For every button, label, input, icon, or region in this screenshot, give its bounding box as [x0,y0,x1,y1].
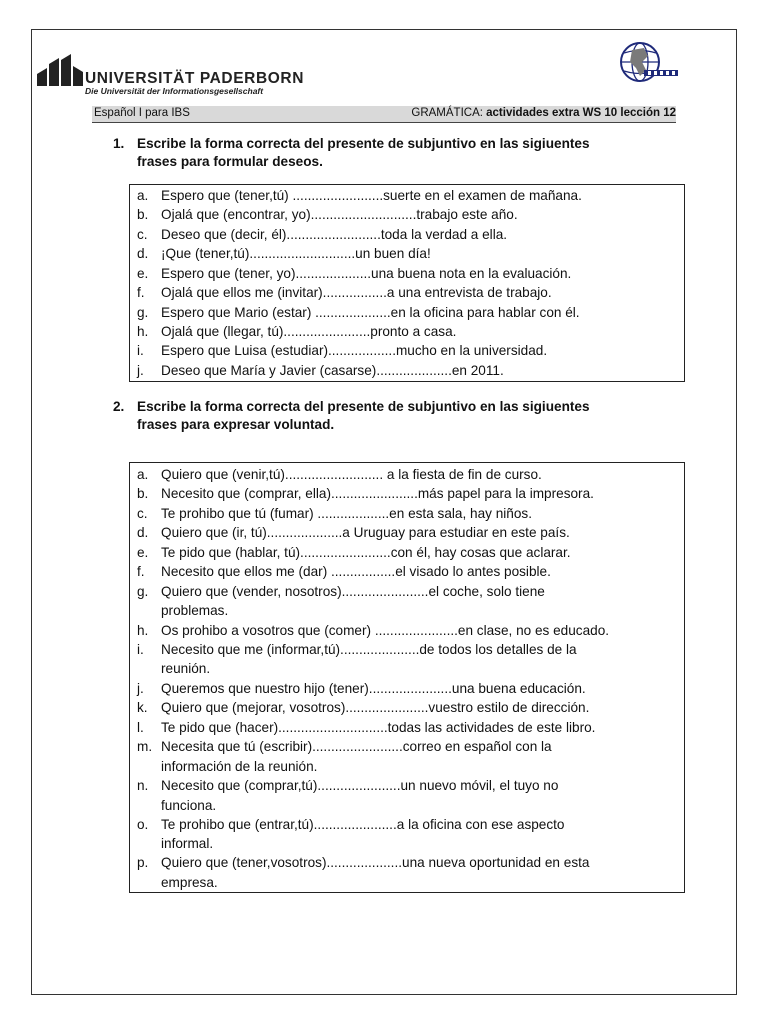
course-name: Español I para IBS [94,107,190,119]
exercise-1-text [137,135,677,171]
item-letter: i. [137,343,144,358]
exercise-2-box [129,462,685,893]
university-subtitle: Die Universität der Informationsgesellschaft [85,86,264,96]
exercise-2-number: 2. [113,399,125,414]
item-text: Quiero que (mejorar, vosotros)......................vuestro estilo de dirección. [161,700,590,715]
item-letter: c. [137,506,148,521]
item-text: Deseo que (decir, él).........................toda la verdad a ella. [161,227,508,242]
item-letter: f. [137,285,145,300]
item-letter: k. [137,700,148,715]
section-label: GRAMÁTICA: [411,107,483,119]
course-header-bar [92,106,676,123]
item-text: Espero que Luisa (estudiar)..................mucho en la universidad. [161,343,548,358]
exercise-2-line-2: frases para expresar voluntad. [137,417,335,432]
item-text-continuation: problemas. [161,603,229,618]
exercise-2-instructions [113,398,673,434]
item-text: Necesito que (comprar,tú)......................un nuevo móvil, el tuyo no [161,778,559,793]
item-text: ¡Que (tener,tú)............................un buen día! [161,246,431,261]
university-name: UNIVERSITÄT PADERBORN [85,70,304,87]
exercise-1-number: 1. [113,136,125,151]
exercise-1-instructions [113,135,673,171]
item-text-continuation: funciona. [161,798,217,813]
item-text: Te prohibo que (entrar,tú)......................a la oficina con ese aspecto [161,817,565,832]
item-text: Os prohibo a vosotros que (comer) ......................en clase, no es educado. [161,623,610,638]
exercise-2-text [137,398,677,434]
item-text: Queremos que nuestro hijo (tener)......................una buena educación. [161,681,586,696]
item-text: Quiero que (vender, nosotros).......................el coche, solo tiene [161,584,545,599]
exercise-1-box [129,184,685,382]
item-letter: a. [137,467,149,482]
item-text: Te pido que (hablar, tú)........................con él, hay cosas que aclarar. [161,545,571,560]
exercise-1-line-1: Escribe la forma correcta del presente de subjuntivo en las sigiuentes [137,136,590,151]
item-text: Necesito que me (informar,tú).....................de todos los detalles de la [161,642,577,657]
item-letter: d. [137,246,149,261]
globe-logo-icon [618,40,682,88]
item-letter: g. [137,584,149,599]
item-letter: e. [137,266,149,281]
item-text: Quiero que (tener,vosotros)....................una nueva oportunidad en esta [161,855,590,870]
item-text: Ojalá que (llegar, tú).......................pronto a casa. [161,324,457,339]
item-letter: c. [137,227,148,242]
item-letter: l. [137,720,144,735]
item-text: Espero que (tener, yo)....................una buena nota en la evaluación. [161,266,572,281]
item-letter: j. [137,363,144,378]
item-text: Ojalá que ellos me (invitar).................a una entrevista de trabajo. [161,285,552,300]
university-emblem-icon [37,52,83,86]
item-text: Ojalá que (encontrar, yo)............................trabajo este año. [161,207,518,222]
item-letter: n. [137,778,149,793]
item-text: Deseo que María y Javier (casarse)....................en 2011. [161,363,504,378]
item-letter: h. [137,324,149,339]
section-info [411,107,676,119]
item-letter: p. [137,855,149,870]
item-letter: d. [137,525,149,540]
item-letter: e. [137,545,149,560]
section-detail: actividades extra WS 10 lección 12 [486,107,676,119]
item-text-continuation: reunión. [161,661,211,676]
university-logo [37,48,317,96]
item-text-continuation: información de la reunión. [161,759,318,774]
item-text-continuation: informal. [161,836,214,851]
item-text: Necesito que (comprar, ella).......................más papel para la impresora. [161,486,594,501]
item-text: Te pido que (hacer).............................todas las actividades de este libro. [161,720,596,735]
item-text: Necesito que ellos me (dar) .................el visado lo antes posible. [161,564,551,579]
item-text-continuation: empresa. [161,875,218,890]
item-letter: f. [137,564,145,579]
item-text: Necesita que tú (escribir)........................correo en español con la [161,739,552,754]
exercise-1-line-2: frases para formular deseos. [137,154,323,169]
item-letter: m. [137,739,153,754]
item-text: Te prohibo que tú (fumar) ...................en esta sala, hay niños. [161,506,532,521]
exercise-2-line-1: Escribe la forma correcta del presente de subjuntivo en las sigiuentes [137,399,590,414]
item-letter: b. [137,207,149,222]
item-text: Quiero que (ir, tú)....................a Uruguay para estudiar en este país. [161,525,570,540]
item-letter: a. [137,188,149,203]
item-letter: i. [137,642,144,657]
item-text: Quiero que (venir,tú).......................... a la fiesta de fin de curso. [161,467,542,482]
item-letter: h. [137,623,149,638]
item-letter: j. [137,681,144,696]
item-text: Espero que Mario (estar) ....................en la oficina para hablar con él. [161,305,580,320]
item-letter: o. [137,817,149,832]
item-letter: b. [137,486,149,501]
item-text: Espero que (tener,tú) ........................suerte en el examen de mañana. [161,188,582,203]
item-letter: g. [137,305,149,320]
